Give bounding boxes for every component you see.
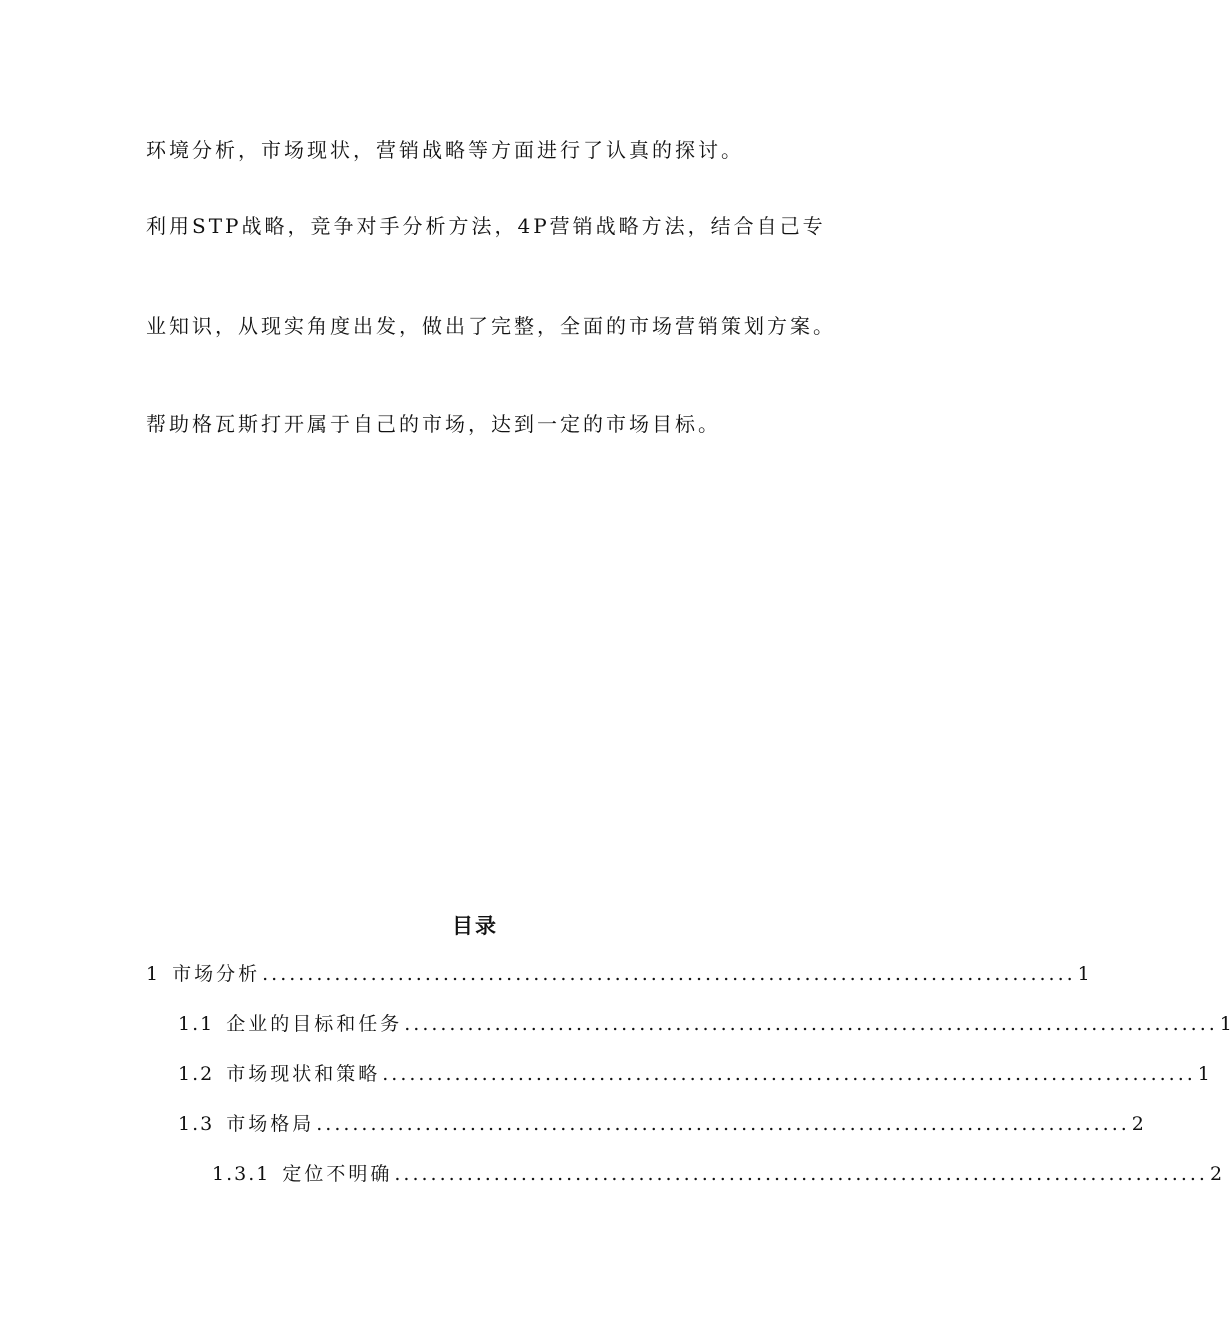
toc-entry-label: 定位不明确 xyxy=(282,1163,393,1185)
paragraph-line: 环境分析，市场现状，营销战略等方面进行了认真的探讨。 xyxy=(146,138,744,162)
toc-entry-page: 2 xyxy=(1209,1163,1223,1185)
toc-entry-page: 1 xyxy=(1197,1063,1210,1085)
toc-entry[interactable] xyxy=(146,962,1090,986)
toc-entry[interactable] xyxy=(212,1162,1223,1186)
toc-leader-dots: .......................................................................................... xyxy=(262,963,1076,985)
toc-entry-number: 1 xyxy=(146,963,161,985)
toc-entry-label: 市场现状和策略 xyxy=(226,1063,381,1085)
toc-title: 目录 xyxy=(452,913,498,938)
toc-entry-number: 1.3 xyxy=(178,1113,215,1135)
toc-entry-label: 市场格局 xyxy=(226,1113,315,1135)
toc-leader-dots: .......................................................................................... xyxy=(394,1163,1208,1185)
toc-entry-page: 1 xyxy=(1219,1013,1232,1035)
toc-entry[interactable] xyxy=(178,1062,1210,1086)
toc-entry-label: 企业的目标和任务 xyxy=(226,1013,403,1035)
toc-entry-number: 1.1 xyxy=(178,1013,215,1035)
paragraph-line: 利用STP战略，竞争对手分析方法，4P营销战略方法，结合自己专 xyxy=(146,214,826,238)
toc-entry-label: 市场分析 xyxy=(172,963,261,985)
toc-leader-dots: .......................................................................................... xyxy=(382,1063,1196,1085)
toc-entry[interactable] xyxy=(178,1112,1144,1136)
toc-leader-dots: .......................................................................................... xyxy=(316,1113,1130,1135)
toc-entry-number: 1.2 xyxy=(178,1063,215,1085)
toc-entry-number: 1.3.1 xyxy=(212,1163,271,1185)
toc-entry[interactable] xyxy=(178,1012,1232,1036)
paragraph-line: 帮助格瓦斯打开属于自己的市场，达到一定的市场目标。 xyxy=(146,412,721,436)
paragraph-line: 业知识，从现实角度出发，做出了完整，全面的市场营销策划方案。 xyxy=(146,314,836,338)
toc-leader-dots: .......................................................................................... xyxy=(404,1013,1218,1035)
toc-entry-page: 2 xyxy=(1131,1113,1144,1135)
toc-entry-page: 1 xyxy=(1077,963,1090,985)
